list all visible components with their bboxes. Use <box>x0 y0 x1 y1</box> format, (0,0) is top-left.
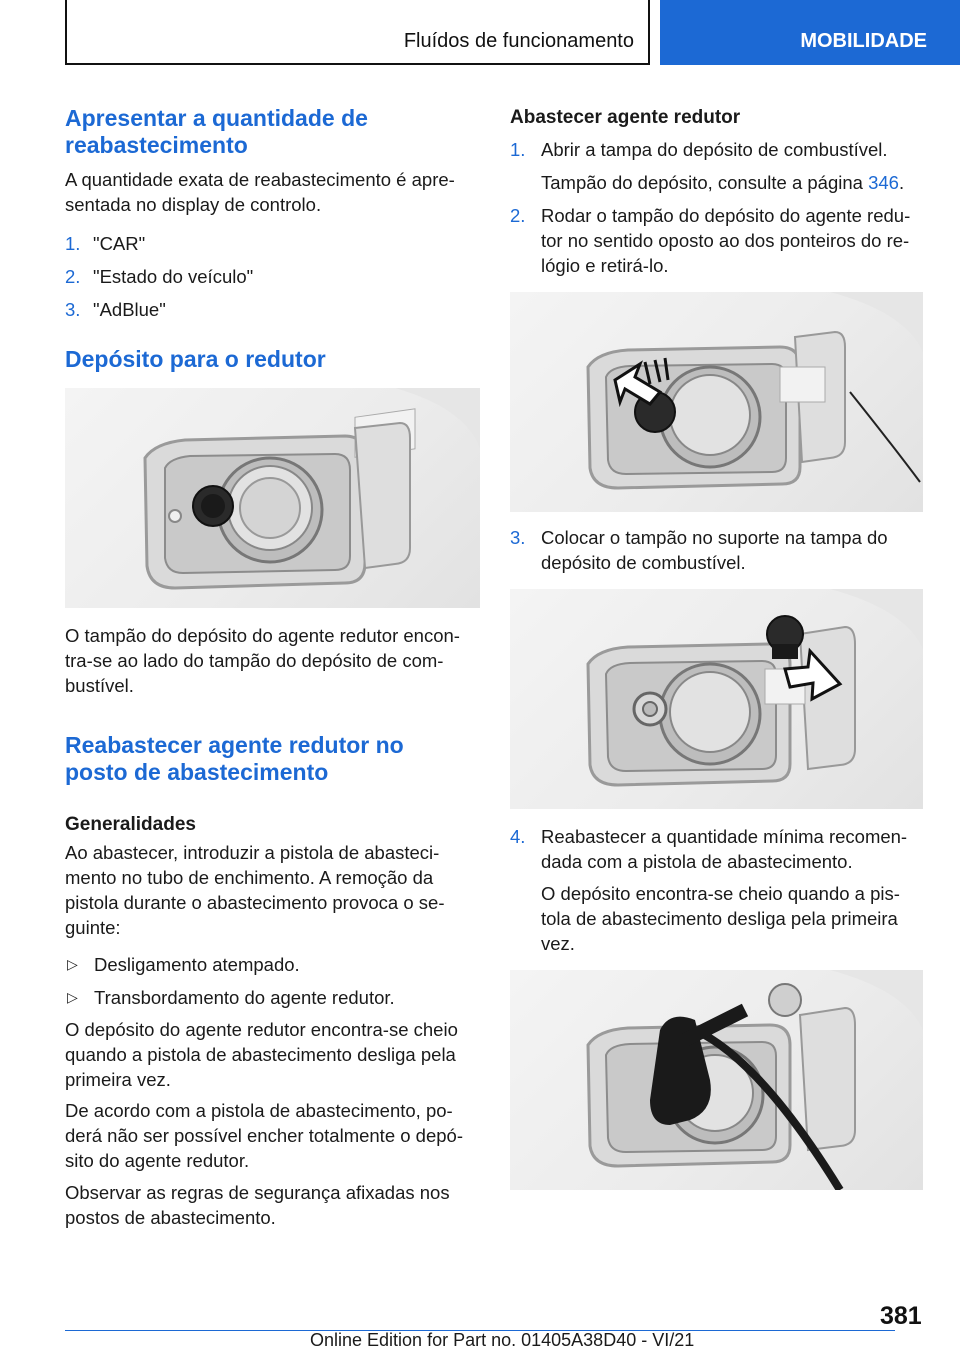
heading-quantity-line1: Apresentar a quantidade de <box>65 105 368 131</box>
footer-edition: Online Edition for Part no. 01405A38D40 - VI/21 <box>310 1330 695 1350</box>
text-line: Reabastecer a quantidade mínima recomen- <box>541 826 908 847</box>
figure-nozzle <box>510 970 923 1190</box>
text-line: De acordo com a pistola de abastecimento, po- <box>65 1100 453 1121</box>
quantity-text <box>65 167 455 217</box>
step4-note <box>541 881 900 956</box>
chapter-tab-label: MOBILIDADE <box>800 30 927 52</box>
figure-fuel-filler <box>65 388 480 608</box>
step-number: 2. <box>65 266 81 287</box>
text-line: postos de abastecimento. <box>65 1207 276 1228</box>
text-line: Ao abastecer, introduzir a pistola de abasteci- <box>65 842 440 863</box>
heading-general: Generalidades <box>65 814 196 835</box>
step-text: "Estado do veículo" <box>93 266 254 287</box>
bullet-text: Transbordamento do agente redutor. <box>94 987 395 1008</box>
text-line: lógio e retirá-lo. <box>541 255 669 276</box>
heading-refuel-line1: Reabastecer agente redutor no <box>65 732 404 758</box>
heading-refuel <box>65 732 404 786</box>
step-text <box>541 824 907 874</box>
heading-refuel-agent: Abastecer agente redutor <box>510 107 741 128</box>
step-number: 3. <box>510 527 526 548</box>
text-line: tra-se ao lado do tampão do depósito de com- <box>65 650 444 671</box>
general-text <box>65 840 444 940</box>
text-line: sito do agente redutor. <box>65 1150 250 1171</box>
text-line: Observar as regras de segurança afixadas nos <box>65 1182 450 1203</box>
step-number: 2. <box>510 205 526 226</box>
text-line: primeira vez. <box>65 1069 171 1090</box>
text-line: depósito de combustível. <box>541 552 746 573</box>
step-text <box>541 525 888 575</box>
step-number: 3. <box>65 299 81 320</box>
step-text: "AdBlue" <box>93 299 166 320</box>
reference-text: Tampão do depósito, consulte a página <box>541 172 869 193</box>
text-line: O tampão do depósito do agente redutor encon- <box>65 625 460 646</box>
text-line: derá não ser possível encher totalmente o depó- <box>65 1125 463 1146</box>
heading-quantity <box>65 105 368 159</box>
text-line: quando a pistola de abastecimento desliga pela <box>65 1044 456 1065</box>
text-line: pistola durante o abastecimento provoca o se- <box>65 892 445 913</box>
text-line: O depósito encontra-se cheio quando a pis- <box>541 883 900 904</box>
step-text: Abrir a tampa do depósito de combustível. <box>541 139 888 160</box>
bullet-triangle-icon: ▷ <box>67 989 78 1005</box>
unscrew-illustration <box>510 292 923 512</box>
full-text <box>65 1017 458 1092</box>
bullet-text: Desligamento atempado. <box>94 954 300 975</box>
reference-text: . <box>898 172 905 193</box>
text-line: Rodar o tampão do depósito do agente redu- <box>541 205 911 226</box>
text-line: tor no sentido oposto ao dos ponteiros do re- <box>541 230 910 251</box>
heading-quantity-line2: reabastecimento <box>65 132 248 158</box>
heading-refuel-line2: posto de abastecimento <box>65 759 329 785</box>
step-number: 1. <box>510 139 526 160</box>
text-line: A quantidade exata de reabastecimento é apre- <box>65 169 455 190</box>
heading-tank: Depósito para o redutor <box>65 346 326 372</box>
step-text <box>541 203 910 278</box>
step-text: "CAR" <box>93 233 146 254</box>
text-line: bustível. <box>65 675 134 696</box>
page-reference <box>541 170 904 195</box>
text-line: vez. <box>541 933 575 954</box>
text-line: Colocar o tampão no suporte na tampa do <box>541 527 888 548</box>
cap-holder-illustration <box>510 589 923 809</box>
text-line: sentada no display de controlo. <box>65 194 322 215</box>
page-number: 381 <box>880 1302 922 1330</box>
text-line: O depósito do agente redutor encontra-se cheio <box>65 1019 458 1040</box>
text-line: mento no tubo de enchimento. A remoção da <box>65 867 434 888</box>
chapter-tab[interactable] <box>660 0 960 65</box>
step-number: 1. <box>65 233 81 254</box>
section-title: Fluídos de funcionamento <box>403 30 634 52</box>
nozzle-illustration <box>510 970 923 1190</box>
pistol-text <box>65 1098 463 1173</box>
fuel-filler-illustration <box>65 388 480 608</box>
header-frame <box>65 0 650 65</box>
safety-text <box>65 1180 450 1230</box>
tank-text <box>65 623 460 698</box>
step-number: 4. <box>510 826 526 847</box>
figure-cap-holder <box>510 589 923 809</box>
page-link[interactable]: 346 <box>868 172 899 193</box>
bullet-triangle-icon: ▷ <box>67 956 78 972</box>
text-line: guinte: <box>65 917 121 938</box>
text-line: dada com a pistola de abastecimento. <box>541 851 853 872</box>
figure-unscrew-cap <box>510 292 923 512</box>
text-line: tola de abastecimento desliga pela primeira <box>541 908 898 929</box>
